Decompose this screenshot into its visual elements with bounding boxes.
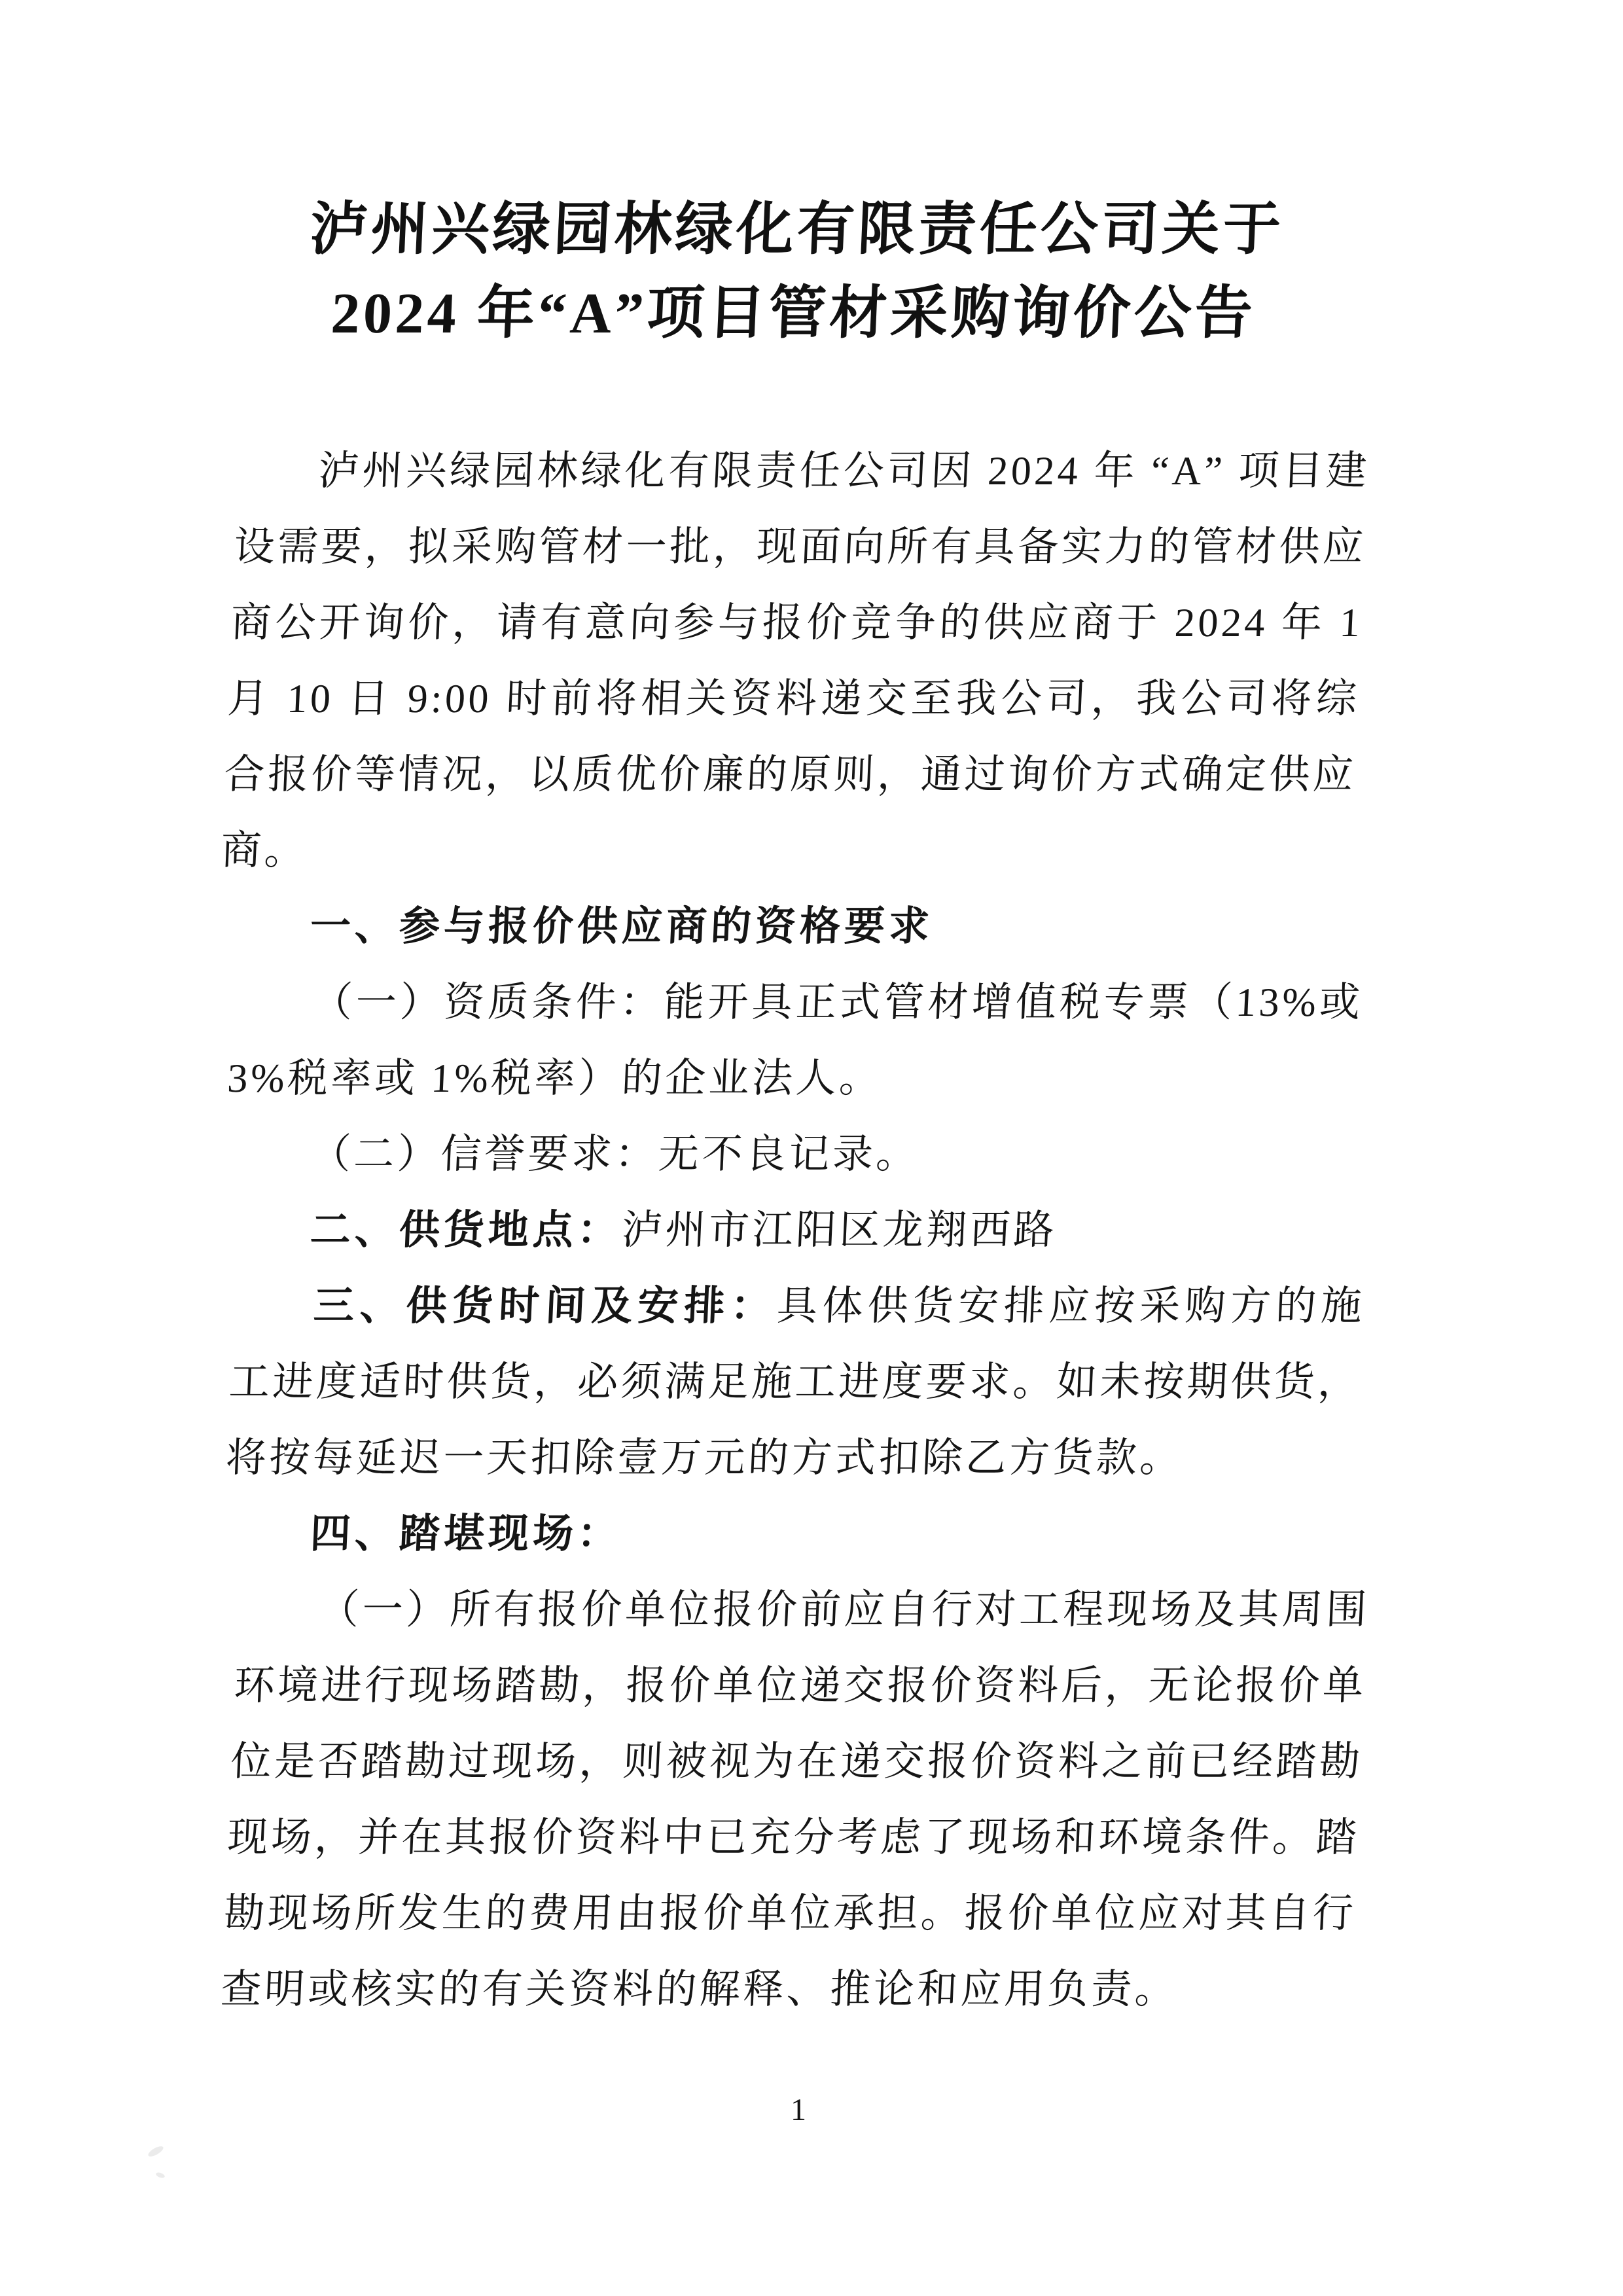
text-run: （二）信誉要求：无不良记录。 bbox=[309, 1132, 921, 1177]
paragraph bbox=[219, 433, 1371, 889]
bold-text-run: 二、供货地点： bbox=[309, 1208, 623, 1253]
paragraph bbox=[224, 1268, 1366, 1496]
bold-text-run: 三、供货时间及安排： bbox=[312, 1283, 778, 1329]
paragraph bbox=[227, 889, 1363, 965]
scan-smudge bbox=[147, 2144, 165, 2159]
text-run: 泸州市江阳区龙翔西路 bbox=[620, 1208, 1058, 1253]
paragraph bbox=[219, 1572, 1371, 2028]
text-run: 泸州兴绿园林绿化有限责任公司因 2024 年 “A” 项目建设需要，拟采购管材一批，现面向所有具备实力的管材供应商公开询价，请有意向参与报价竞争的供应商于 2024 年 1 月 10 日 9:00 时前将相关资料递交至我公司，我公司将综合报价等情况，以质优价廉的原则，通过询价方式确定供应商。 bbox=[219, 449, 1371, 873]
document-title-line-1: 泸州兴绿园林绿化有限责任公司关于 bbox=[308, 198, 1285, 262]
document-content bbox=[219, 188, 1371, 2028]
paragraph bbox=[226, 965, 1364, 1117]
document-body bbox=[219, 433, 1371, 2028]
page-number: 1 bbox=[791, 2092, 806, 2127]
paragraph bbox=[227, 1117, 1363, 1193]
paragraph bbox=[227, 1193, 1363, 1268]
document-title bbox=[225, 188, 1364, 356]
text-run: （一）所有报价单位报价前应自行对工程现场及其周围环境进行现场踏勘，报价单位递交报价资料后，无论报价单位是否踏勘过现场，则被视为在递交报价资料之前已经踏勘现场，并在其报价资料中已充分考虑了现场和环境条件。踏勘现场所发生的费用由报价单位承担。报价单位应对其自行查明或核实的有关资料的解释、推论和应用负责。 bbox=[219, 1588, 1371, 2012]
bold-text-run: 一、参与报价供应商的资格要求 bbox=[309, 904, 935, 949]
paragraph bbox=[227, 1496, 1363, 1572]
scan-smudge bbox=[155, 2172, 166, 2179]
bold-text-run: 四、踏堪现场： bbox=[309, 1511, 623, 1556]
text-run: 具体供货安排应按采购方的施工进度适时供货，必须满足施工进度要求。如未按期供货，将按每延迟一天扣除壹万元的方式扣除乙方货款。 bbox=[224, 1284, 1366, 1480]
text-run: （一）资质条件：能开具正式管材增值税专票（13%或 3%税率或 1%税率）的企业法人。 bbox=[226, 980, 1364, 1101]
document-title-line-2: 2024 年“A”项目管材采购询价公告 bbox=[329, 282, 1257, 346]
